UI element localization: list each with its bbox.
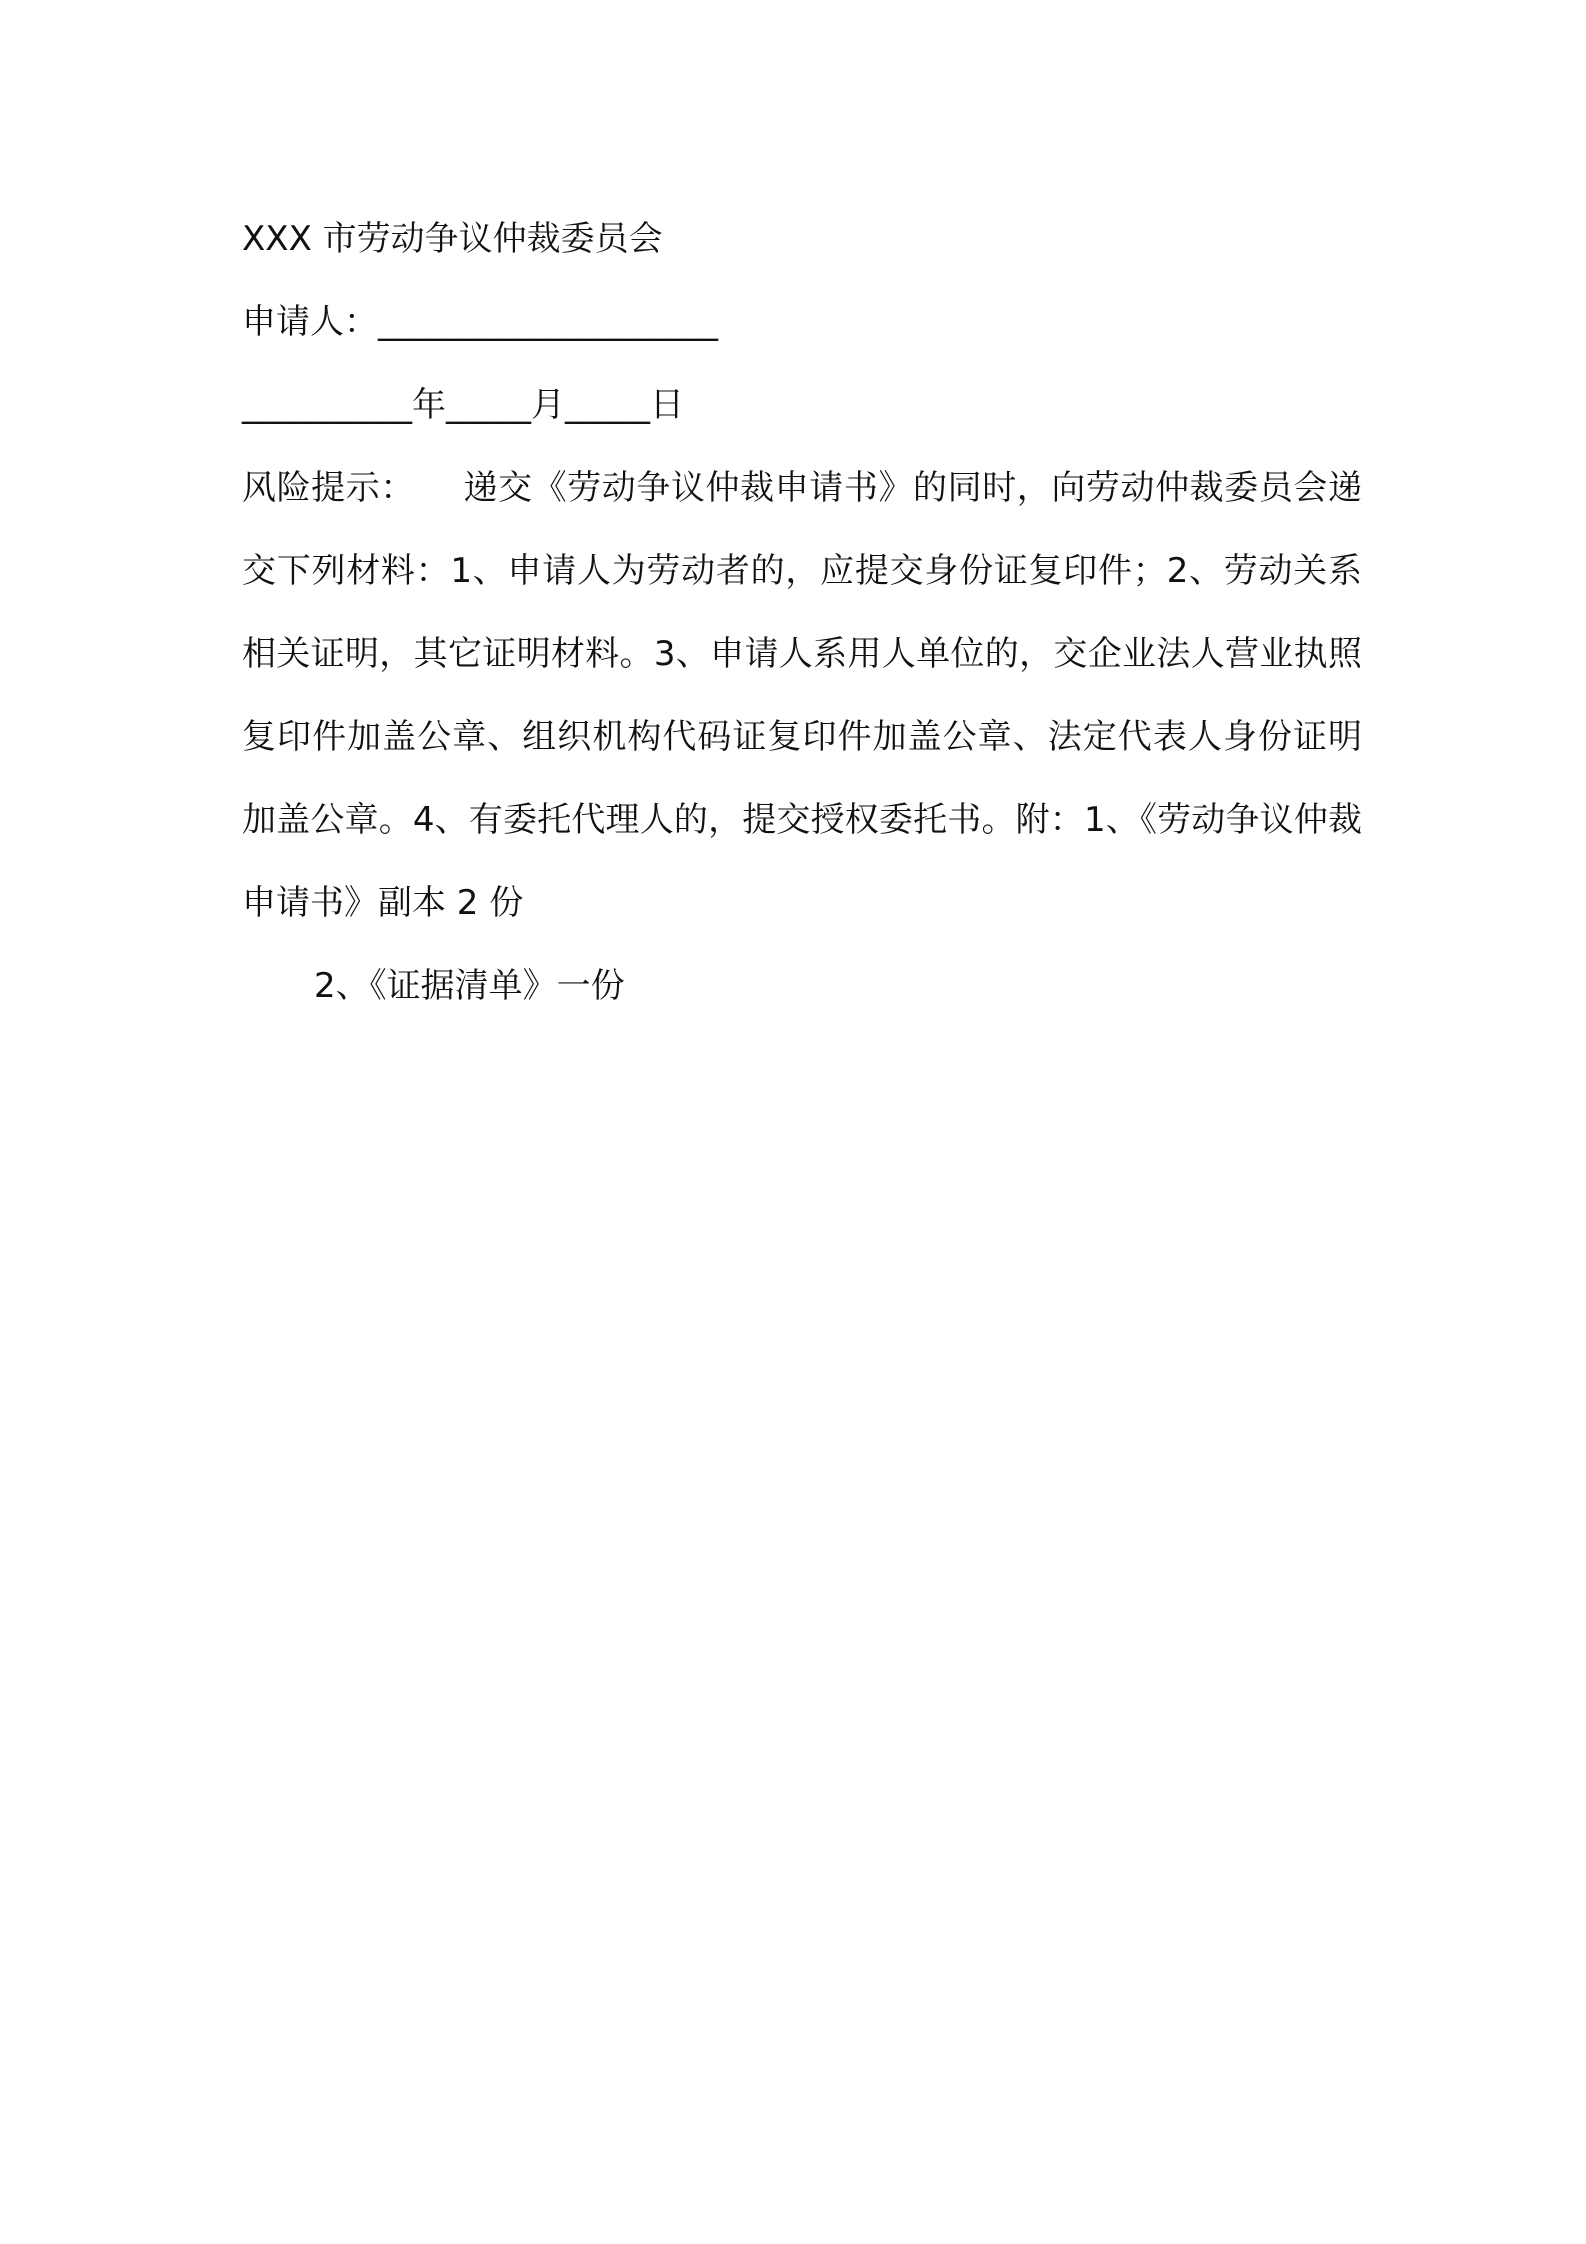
risk-text: 递交《劳动争议仲裁申请书》的同时，向劳动仲裁委员会递交下列材料：1、申请人为劳动者的，应提交身份证复印件；2、劳动关系相关证明，其它证明材料。3、申请人系用人单位的，交企业法人营业执照复印件加盖公章、组织机构代码证复印件加盖公章、法定代表人身份证明加盖公章。4、有委托代理人的，提交授权委托书。附：1、《劳动争议仲裁申请书》副本 2 份 [242, 468, 1363, 923]
risk-notice-paragraph [242, 447, 1362, 945]
date-line: __________年_____月_____日 [242, 385, 684, 425]
risk-label: 风险提示： [242, 468, 415, 508]
recipient-line: XXX 市劳动争议仲裁委员会 [242, 219, 663, 259]
applicant-line: 申请人：____________________ [242, 302, 718, 342]
document-body [242, 198, 1362, 1028]
attachment-item-2: 2、《证据清单》一份 [314, 966, 625, 1006]
